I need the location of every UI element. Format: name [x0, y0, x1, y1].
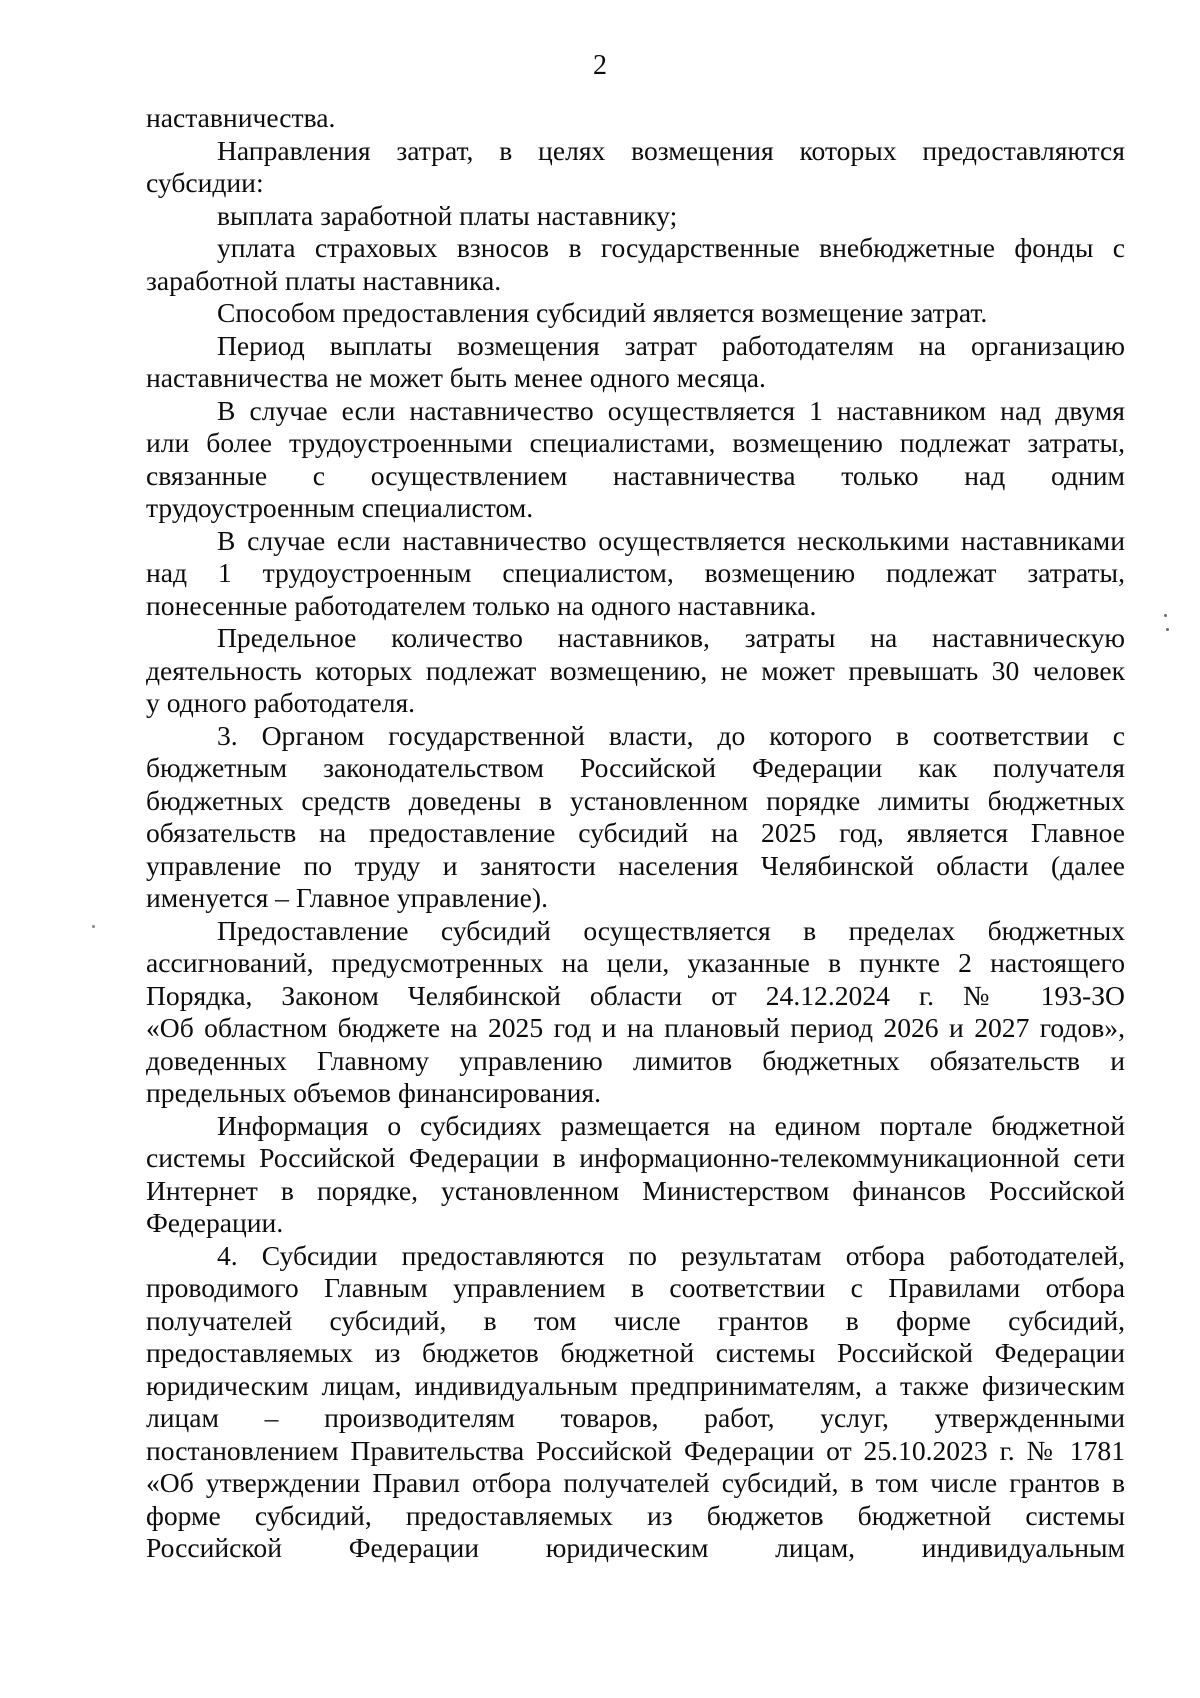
body-line: форме субсидий, предоставляемых из бюджетов бюджетной системы	[146, 1499, 1125, 1531]
body-line: предоставляемых из бюджетов бюджетной системы Российской Федерации	[146, 1337, 1125, 1368]
body-line: проводимого Главным управлением в соответствии с Правилами отбора	[146, 1272, 1125, 1303]
body-line: системы Российской Федерации в информационно-телекоммуникационной сети	[146, 1142, 1125, 1173]
body-line: у одного работодателя.	[146, 687, 416, 718]
body-line: наставничества не может быть менее одного месяца.	[146, 362, 766, 393]
scan-dot	[1164, 614, 1167, 617]
body-line: уплата страховых взносов в государственные внебюджетные фонды с	[217, 232, 1125, 263]
body-line: обязательств на предоставление субсидий на 2025 год, является Главное	[146, 817, 1125, 848]
body-line: В случае если наставничество осуществляется 1 наставником над двумя	[217, 394, 1125, 426]
body-line: Предоставление субсидий осуществляется в пределах бюджетных	[217, 914, 1125, 946]
body-line: заработной платы наставника.	[146, 264, 502, 296]
body-line: трудоустроенным специалистом.	[146, 492, 534, 523]
body-line: Российской Федерации юридическим лицам, индивидуальным	[146, 1532, 1125, 1563]
body-line: «Об утверждении Правил отбора получателей субсидий, в том числе грантов в	[146, 1467, 1125, 1498]
body-line: деятельность которых подлежат возмещению, не может превышать 30 человек	[146, 654, 1125, 686]
body-line: управление по труду и занятости населения Челябинской области (далее	[146, 849, 1125, 881]
page-number: 2	[593, 50, 607, 81]
body-line: Направления затрат, в целях возмещения которых предоставляются	[217, 134, 1125, 166]
body-line: бюджетным законодательством Российской Федерации как получателя	[146, 752, 1125, 783]
body-line: субсидии:	[146, 167, 264, 198]
scan-artifact	[1164, 614, 1170, 634]
body-line: Интернет в порядке, установленном Министерством финансов Российской	[146, 1174, 1125, 1206]
body-line: В случае если наставничество осуществляется несколькими наставниками	[217, 524, 1125, 556]
body-line: 3. Органом государственной власти, до которого в соответствии с	[217, 719, 1125, 751]
body-line: Порядка, Законом Челябинской области от 24.12.2024 г. № 193-ЗО	[146, 979, 1125, 1011]
body-line: бюджетных средств доведены в установленном порядке лимиты бюджетных	[146, 784, 1125, 816]
body-line: понесенные работодателем только на одного наставника.	[146, 589, 817, 621]
body-line: над 1 трудоустроенным специалистом, возмещению подлежат затраты,	[146, 557, 1125, 588]
body-line: получателей субсидий, в том числе грантов в форме субсидий,	[146, 1304, 1125, 1336]
body-line: юридическим лицам, индивидуальным предпринимателям, а также физическим	[146, 1369, 1125, 1401]
scan-dot	[1166, 628, 1169, 631]
scan-speck	[92, 925, 95, 928]
body-line: Период выплаты возмещения затрат работодателям на организацию	[217, 329, 1125, 361]
body-line: выплата заработной платы наставнику;	[217, 199, 678, 231]
body-line: именуется – Главное управление).	[146, 882, 548, 913]
body-line: наставничества.	[146, 102, 336, 133]
body-line: 4. Субсидии предоставляются по результатам отбора работодателей,	[217, 1239, 1125, 1271]
body-line: Способом предоставления субсидий является возмещение затрат.	[217, 297, 988, 328]
body-line: связанные с осуществлением наставничества только над одним	[146, 459, 1125, 491]
body-line: или более трудоустроенными специалистами, возмещению подлежат затраты,	[146, 427, 1125, 458]
body-line: Предельное количество наставников, затраты на наставническую	[217, 622, 1125, 653]
body-line: «Об областном бюджете на 2025 год и на плановый период 2026 и 2027 годов»,	[146, 1012, 1125, 1043]
body-line: лицам – производителям товаров, работ, услуг, утвержденными	[146, 1402, 1125, 1433]
body-line: ассигнований, предусмотренных на цели, указанные в пункте 2 настоящего	[146, 947, 1125, 978]
body-line: Федерации.	[146, 1207, 284, 1238]
body-line: предельных объемов финансирования.	[146, 1077, 602, 1108]
body-line: постановлением Правительства Российской Федерации от 25.10.2023 г. № 1781	[146, 1434, 1125, 1466]
document-body	[146, 102, 1125, 1565]
body-line: Информация о субсидиях размещается на едином портале бюджетной	[217, 1109, 1125, 1141]
body-line: доведенных Главному управлению лимитов бюджетных обязательств и	[146, 1044, 1125, 1076]
